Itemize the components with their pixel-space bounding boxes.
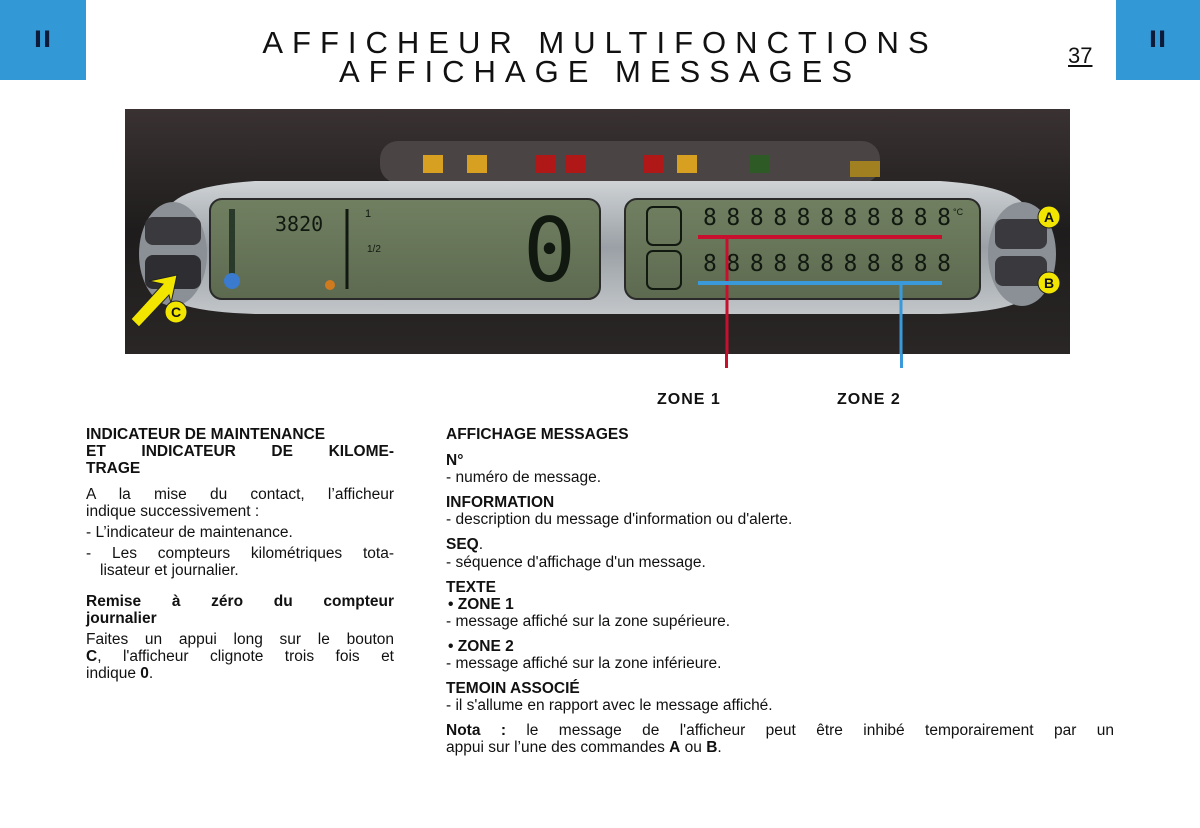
seq-dot: . — [478, 536, 484, 553]
seq-desc: - séquence d'affichage d'un message. — [446, 554, 706, 571]
info-desc: - description du message d'information ou d'alerte. — [446, 511, 793, 528]
zone-2-leader-tail — [900, 354, 903, 368]
text-line: A la mise du contact, l’afficheur — [86, 486, 394, 503]
zone-1-bullet: • ZONE 1 — [448, 596, 514, 613]
title-line-2: AFFICHAGE MESSAGES — [338, 54, 861, 89]
chapter-tab-left: II — [0, 0, 86, 80]
title-line-1: AFFICHEUR MULTIFONCTIONS — [262, 25, 938, 60]
text-line — [86, 665, 394, 682]
warning-light-red-2 — [565, 155, 585, 173]
text-fragment: . — [148, 665, 154, 682]
page-number: 37 — [1068, 43, 1093, 68]
list-item: - L’indicateur de maintenance. — [86, 524, 293, 541]
callout-a: A — [1043, 209, 1055, 225]
temoin-desc: - il s'allume en rapport avec le message affiché. — [446, 697, 773, 714]
no-label: N° — [446, 452, 464, 469]
lcd-row-2: 88888888888 — [703, 251, 951, 277]
right-column — [446, 426, 1114, 756]
command-b-ref: B — [706, 739, 718, 756]
zone-1-label: ZONE 1 — [657, 391, 721, 408]
reset-heading — [86, 593, 394, 627]
callout-b: B — [1043, 275, 1055, 291]
warning-light-green — [750, 155, 770, 173]
chapter-tab-right: II — [1116, 0, 1200, 80]
text-fragment: . — [717, 739, 722, 756]
temoin-label: TEMOIN ASSOCIÉ — [446, 680, 580, 697]
messages-heading: AFFICHAGE MESSAGES — [446, 426, 629, 443]
button-a — [995, 219, 1047, 249]
warning-light-red-3 — [643, 155, 663, 173]
text-line: lisateur et journalier. — [100, 562, 239, 579]
heading-line: Remise à zéro du compteur — [86, 593, 394, 610]
temperature-gauge — [229, 209, 235, 279]
heading-line: journalier — [86, 610, 157, 627]
reset-paragraph — [86, 631, 394, 682]
warning-light-amber-2 — [677, 155, 697, 173]
callout-c: C — [170, 304, 182, 320]
zone-1-desc: - message affiché sur la zone supérieure. — [446, 613, 731, 630]
text-line — [446, 722, 1114, 739]
warning-light-strip — [380, 141, 880, 183]
dashboard-illustration — [125, 109, 1070, 354]
text-fragment: appui sur l’une des commandes — [446, 739, 670, 756]
fuel-mid-label: 1/2 — [367, 244, 381, 255]
lcd-row-1-unit: °C — [953, 207, 964, 217]
text-line: Faites un appui long sur le bouton — [86, 631, 394, 648]
info-label: INFORMATION — [446, 494, 555, 511]
nota-label: Nota : — [446, 722, 506, 739]
warning-light-esp — [423, 155, 443, 173]
button-c-ref: C — [86, 648, 98, 665]
nota-paragraph — [446, 722, 1114, 756]
seq-label-line — [446, 536, 1114, 554]
zone-2-bullet: • ZONE 2 — [448, 638, 514, 655]
temperature-bulb — [224, 273, 240, 289]
zero-value: 0 — [140, 665, 149, 682]
text-line — [446, 739, 1114, 756]
warning-light-yellow — [850, 161, 880, 177]
text-fragment: , l'afficheur clignote trois fois et — [97, 648, 394, 665]
maintenance-heading — [86, 426, 394, 477]
text-line — [86, 648, 394, 665]
intro-paragraph — [86, 486, 394, 520]
lcd-row-1: 88888888888 — [703, 205, 951, 231]
zone-2-desc: - message affiché sur la zone inférieure. — [446, 655, 722, 672]
warning-light-red-1 — [535, 155, 555, 173]
heading-line: ET INDICATEUR DE KILOME- — [86, 443, 394, 460]
odometer-value: 3820 — [275, 212, 324, 236]
zone-1-leader-tail — [725, 354, 728, 368]
text-fragment: indique — [86, 665, 141, 682]
text-fragment: le message de l'afficheur peut être inhibé temporairement par un — [505, 722, 1114, 739]
page-title — [180, 25, 1020, 89]
text-line: indique successivement : — [86, 503, 260, 520]
text-fragment: ou — [680, 739, 707, 756]
left-column — [86, 426, 394, 682]
gear-indicator: 0 — [523, 199, 576, 302]
text-line: - Les compteurs kilométriques tota- — [86, 545, 394, 562]
heading-line: TRAGE — [86, 460, 141, 477]
no-desc: - numéro de message. — [446, 469, 602, 486]
dashboard-photo — [125, 109, 1070, 354]
warning-light-amber — [467, 155, 487, 173]
heading-line: INDICATEUR DE MAINTENANCE — [86, 426, 326, 443]
left-button-upper — [145, 217, 201, 245]
service-indicator — [325, 280, 335, 290]
zone-2-label: ZONE 2 — [837, 391, 901, 408]
seq-label: SEQ — [446, 536, 479, 553]
command-a-ref: A — [669, 739, 681, 756]
fuel-top-label: 1 — [365, 208, 372, 220]
texte-label: TEXTE — [446, 579, 496, 596]
list-item — [86, 545, 394, 579]
